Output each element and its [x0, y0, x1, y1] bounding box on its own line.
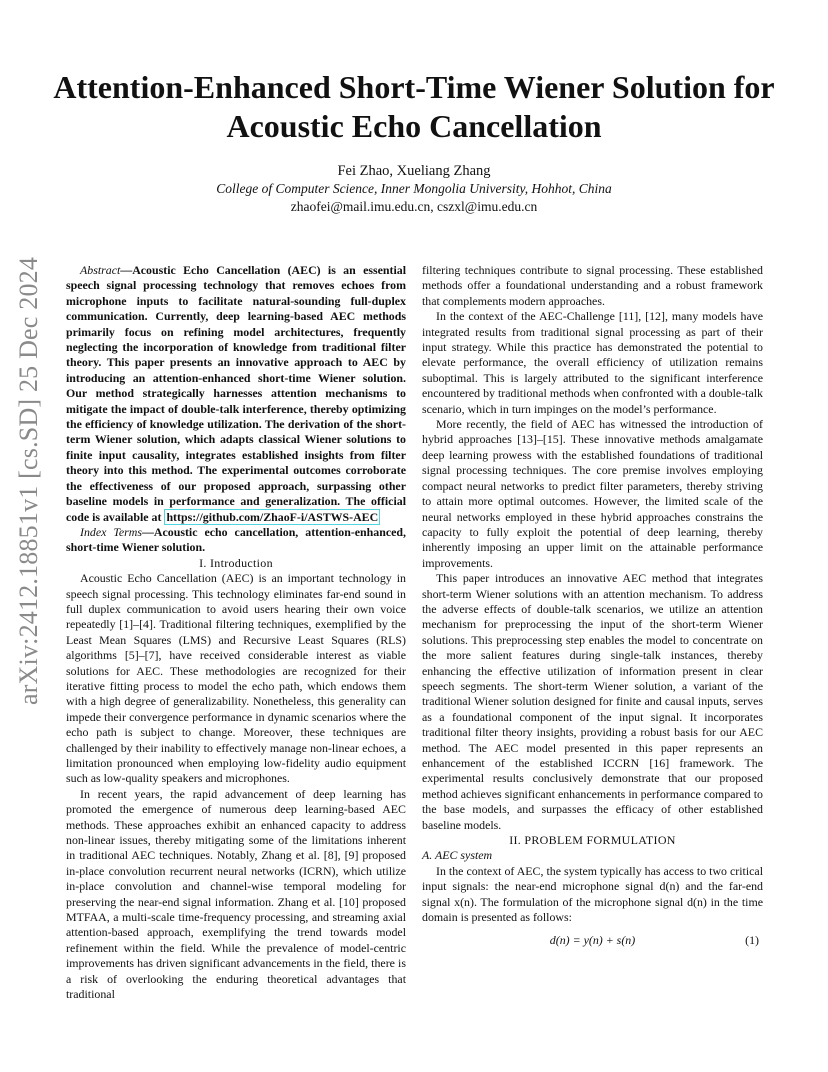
- right-column: [422, 263, 763, 949]
- subsection-heading-aec-system: A. AEC system: [422, 848, 493, 863]
- intro-paragraph-1: Acoustic Echo Cancellation (AEC) is an important technology in speech signal processing. This technology eliminates far-end sound in full duplex communication to avoid users hearing their own voice repeatedly [1]–[4]. Traditional filtering techniques, exemplified by the Least Mean Squares (LMS) and Recursive Least Squares (RLS) algorithms [5]–[7], have received considerable interest as viable solutions for AEC. These methodologies are recognized for their iterative fitting process to model the echo path, which endows them with a high degree of generalizability. Nonetheless, this generality can impede their convergence performance in dynamic scenarios where the echo path is subject to change. Moreover, these techniques are challenged by their inability to effectively manage non-linear echoes, a limitation pronounced when employing low-fidelity audio equipment such as low-quality speakers and microphones.: [66, 571, 406, 786]
- author-list: Fei Zhao, Xueliang Zhang: [337, 163, 491, 179]
- intro-paragraph-4: More recently, the field of AEC has witnessed the introduction of hybrid approaches [13]–[15]. These innovative methods amalgamate deep learning prowess with the established foundations of traditional signal processing techniques. The core premise involves employing compact neural networks to predict filter parameters, thereby striving to attain more optimal outcomes. However, the limited scale of the neural networks employed in these hybrid approaches constrains the capacity to fully exploit the potential of deep learning, thereby inherently imposing an upper limit on the attainable performance improvements.: [422, 417, 763, 570]
- abstract-label: Abstract: [80, 263, 121, 277]
- intro-paragraph-3: In the context of the AEC-Challenge [11], [12], many models have integrated results from traditional signal processing as part of their input strategy. While this practice has demonstrated the potential to elevate performance, the overall efficiency of utilization remains suboptimal. This is largely attributed to the significant interference encountered by traditional methods when confronted with a double-talk scenario, which in turn impinges on the model’s performance.: [422, 309, 763, 416]
- index-terms-body: —Acoustic echo cancellation, attention-enhanced, short-time Wiener solution.: [66, 524, 406, 555]
- index-terms-label: Index Terms: [80, 524, 143, 539]
- author-emails: zhaofei@mail.imu.edu.cn, cszxl@imu.edu.cn: [290, 199, 538, 214]
- abstract: [66, 263, 406, 525]
- abstract-body: —Acoustic Echo Cancellation (AEC) is an essential speech signal processing technology that removes echoes from microphone inputs to facilitate natural-sounding full-duplex communication. Currently, deep learning-based AEC methods primarily focus on refining model architectures, frequently neglecting the incorporation of knowledge from traditional filter theory. This paper presents an innovative approach to AEC by introducing an attention-enhanced short-time Wiener solution. Our method strategically harnesses attention mechanisms to mitigate the impact of double-talk interference, thereby optimizing the efficiency of knowledge utilization. The derivation of the short-term Wiener solution, which adapts classical Wiener solutions to finite input causality, integrates established insights from filter theory into this method. The experimental outcomes corroborate the effectiveness of our proposed approach, surpassing other baseline models in performance and generalization. The official code is available at: [66, 263, 406, 524]
- intro-paragraph-2: In recent years, the rapid advancement of deep learning has promoted the emergence of numerous deep learning-based AEC methods. These approaches exhibit an enhanced capacity to address non-linear issues, thereby mitigating some of the limitations inherent in traditional AEC techniques. Notably, Zhang et al. [8], [9] proposed in-place convolution recurrent neural networks (ICRN), which utilize in-place convolution and channel-wise temporal modeling for preserving the near-end signal information. Zhang et al. [10] proposed MTFAA, a multi-scale time-frequency processing, and streaming axial attention-based approach, exemplifying the trend towards model refinement within the field. While the prevalence of model-centric improvements has driven significant advancements in the field, there is a risk of overlooking the enduring theoretical advantages that traditional: [66, 786, 406, 1002]
- section-heading-problem-formulation: II. PROBLEM FORMULATION: [509, 833, 676, 848]
- equation-number: (1): [745, 933, 759, 948]
- section-heading-introduction: I. Introduction: [199, 555, 273, 570]
- equation-text: d(n) = y(n) + s(n): [549, 933, 636, 948]
- index-terms: [66, 525, 406, 556]
- aec-system-paragraph: In the context of AEC, the system typically has access to two critical input signals: the near-end microphone signal d(n) and the far-end signal x(n). The formulation of the microphone signal d(n) in the time domain is presented as follows:: [422, 863, 763, 925]
- code-link[interactable]: https://github.com/ZhaoF-i/ASTWS-AEC: [166, 509, 379, 524]
- intro-paragraph-5: This paper introduces an innovative AEC method that integrates short-term Wiener solutions with an attention mechanism. To address the adverse effects of double-talk scenarios, we utilize an attention mechanism for preprocessing the input of the short-term Wiener solutions. This preprocessing step enables the model to concentrate on the more salient features during single-talk instances, thereby enhancing the effective utilization of information present in clear speech segments. The short-term Wiener solution, a variant of the traditional Wiener solution designed for finite and causal inputs, serves as a foundational component of the input signal. It incorporates traditional filter theory insights, providing a robust basis for our AEC method. The AEC model presented in this paper represents an enhancement of the established ICCRN [16] framework. The experimental results conclusively demonstrate that our proposed method achieves significant enhancements in performance compared to the base models, and surpasses the efficacy of other established baseline models.: [422, 571, 763, 832]
- affiliation: College of Computer Science, Inner Mongolia University, Hohhot, China: [216, 181, 612, 196]
- arxiv-identifier: arXiv:2412.18851v1 [cs.SD] 25 Dec 2024: [14, 256, 43, 706]
- equation-1: [422, 933, 763, 948]
- intro-paragraph-continued: filtering techniques contribute to signal processing. These established methods offer a foundational understanding and a robust framework that complements modern approaches.: [422, 263, 763, 308]
- left-column: [66, 263, 406, 1003]
- arxiv-identifier-stamp: [12, 256, 46, 706]
- paper-title: Attention-Enhanced Short-Time Wiener Solution for Acoustic Echo Cancellation: [53, 69, 775, 144]
